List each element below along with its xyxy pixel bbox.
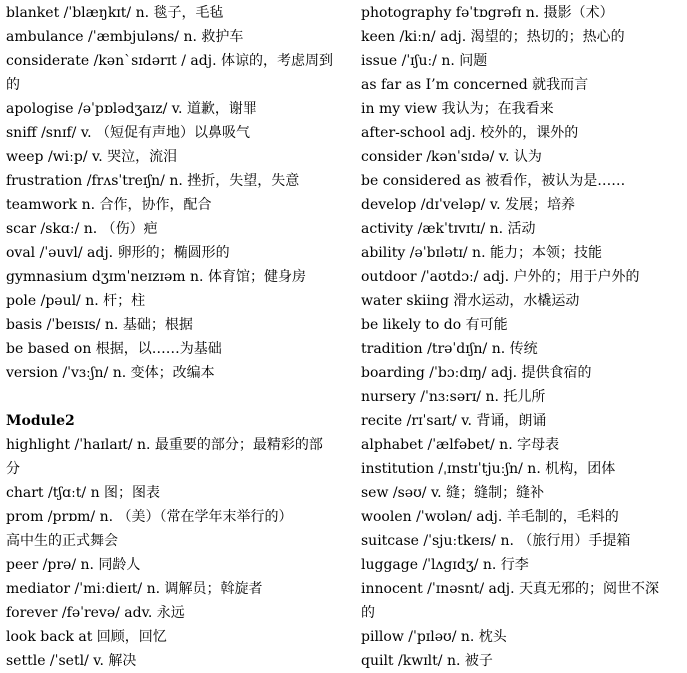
vocab-entry: consider /kənˈsɪdə/ v. 认为 [361,149,542,165]
vocab-entry-continuation: 的 [6,77,20,93]
left-column [6,1,336,673]
vocab-entry: ambulance /ˈæmbjuləns/ n. 救护车 [6,29,244,45]
vocab-entry-continuation: 的 [361,605,375,621]
vocab-entry: in my view 我认为；在我看来 [361,101,554,117]
vocab-entry: prom /prɒm/ n. （美）（常在学年末举行的） [6,509,293,525]
vocab-entry: as far as I’m concerned 就我而言 [361,77,589,93]
vocab-entry: forever /fəˈrevə/ adv. 永远 [6,605,185,621]
vocab-entry: recite /rɪˈsaɪt/ v. 背诵，朗诵 [361,413,547,429]
vocab-entry: alphabet /ˈælfəbet/ n. 字母表 [361,437,560,453]
vocab-entry: be likely to do 有可能 [361,317,508,333]
module-heading: Module2 [6,413,75,429]
vocab-entry: scar /skɑː/ n. （伤）疤 [6,221,158,237]
vocab-entry: oval /ˈəuvl/ adj. 卵形的；椭圆形的 [6,245,230,261]
vocab-entry: keen /kiːn/ adj. 渴望的；热切的；热心的 [361,29,625,45]
vocab-entry: boarding /ˈbɔːdɪŋ/ adj. 提供食宿的 [361,365,592,381]
vocab-entry: pillow /ˈpɪləʊ/ n. 枕头 [361,629,507,645]
vocab-entry: activity /ækˈtɪvɪtɪ/ n. 活动 [361,221,536,237]
vocab-entry: peer /prə/ n. 同龄人 [6,557,141,573]
vocab-entry: pole /pəul/ n. 杆；柱 [6,293,146,309]
vocab-entry: frustration /frʌsˈtreɪʃn/ n. 挫折，失望，失意 [6,173,300,189]
vocab-entry: blanket /ˈblæŋkɪt/ n. 毯子，毛毡 [6,5,224,21]
vocab-entry: nursery /ˈnɜːsərɪ/ n. 托儿所 [361,389,546,405]
vocab-entry: tradition /trəˈdɪʃn/ n. 传统 [361,341,538,357]
vocab-entry: luggage /ˈlʌgɪdʒ/ n. 行李 [361,557,529,573]
vocab-entry: innocent /ˈɪnəsnt/ adj. 天真无邪的；阅世不深 [361,581,660,597]
vocab-entry: highlight /ˈhaɪlaɪt/ n. 最重要的部分；最精彩的部 [6,437,323,453]
blank-line [6,385,336,409]
right-column [361,1,687,673]
vocab-entry: ability /əˈbɪlətɪ/ n. 能力；本领；技能 [361,245,602,261]
vocab-entry: basis /ˈbeɪsɪs/ n. 基础；根据 [6,317,193,333]
vocab-entry: after-school adj. 校外的，课外的 [361,125,579,141]
vocab-entry: issue /ˈɪʃuː/ n. 问题 [361,53,488,69]
vocab-entry: weep /wiːp/ v. 哭泣，流泪 [6,149,178,165]
vocab-entry: water skiing 滑水运动，水橇运动 [361,293,580,309]
vocab-entry: teamwork n. 合作，协作，配合 [6,197,212,213]
vocab-entry: quilt /kwɪlt/ n. 被子 [361,653,493,669]
vocab-entry: woolen /ˈwʊlən/ adj. 羊毛制的，毛料的 [361,509,619,525]
vocab-entry: gymnasium dʒɪmˈneɪzɪəm n. 体育馆；健身房 [6,269,306,285]
vocab-entry: settle /ˈsetl/ v. 解决 [6,653,137,669]
vocab-entry: version /ˈvɜːʃn/ n. 变体；改编本 [6,365,215,381]
vocab-entry: look back at 回顾，回忆 [6,629,167,645]
vocab-entry: be based on 根据，以……为基础 [6,341,222,357]
vocab-entry: considerate /kənˋsɪdərɪt / adj. 体谅的，考虑周到 [6,53,333,69]
vocab-entry: chart /tʃɑːt/ n 图；图表 [6,485,161,501]
vocab-entry-continuation: 分 [6,461,20,477]
vocab-entry: sniff /snɪf/ v. （短促有声地）以鼻吸气 [6,125,250,141]
vocab-entry: institution /ˌɪnstɪˈtjuːʃn/ n. 机构，团体 [361,461,616,477]
vocab-entry: be considered as 被看作，被认为是…… [361,173,626,189]
vocab-entry: suitcase /ˈsjuːtkeɪs/ n. （旅行用）手提箱 [361,533,631,549]
vocab-entry-continuation: 高中生的正式舞会 [6,533,118,549]
vocab-entry: mediator /ˈmiːdieɪt/ n. 调解员；斡旋者 [6,581,263,597]
vocab-entry: develop /dɪˈveləp/ v. 发展；培养 [361,197,575,213]
vocab-entry: outdoor /ˈaʊtdɔː/ adj. 户外的；用于户外的 [361,269,640,285]
vocab-entry: sew /səʊ/ v. 缝；缝制；缝补 [361,485,545,501]
vocab-entry: photography fəˈtɒgrəfɪ n. 摄影（术） [361,5,614,21]
vocab-entry: apologise /əˈpɒlədʒaɪz/ v. 道歉，谢罪 [6,101,257,117]
